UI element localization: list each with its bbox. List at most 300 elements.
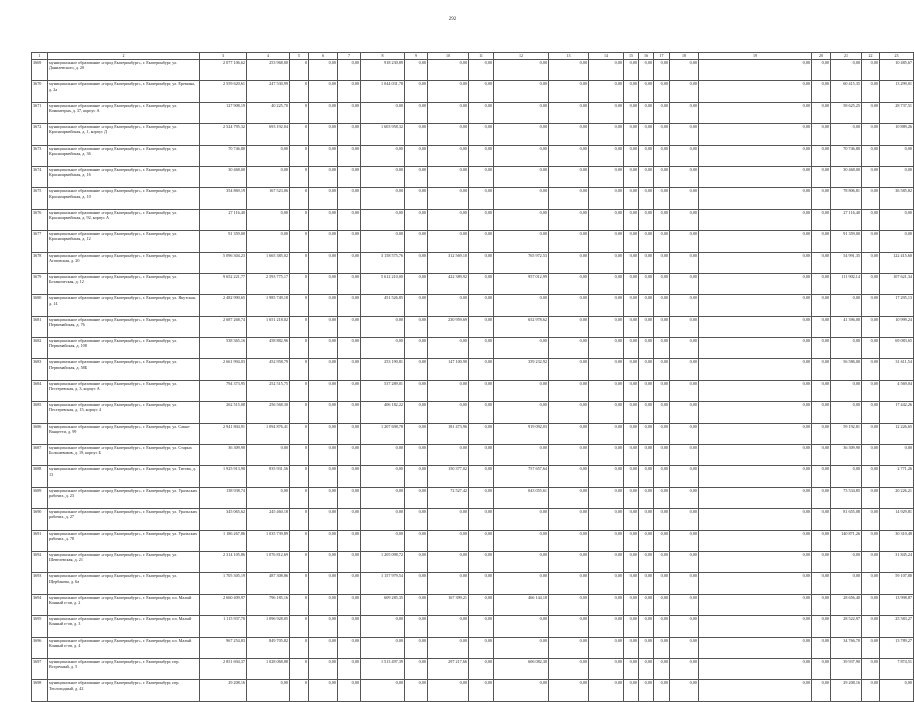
value-cell: 0,00 xyxy=(405,316,428,337)
address-cell: муниципальное образование «город Екатеринбург», г. Екатеринбург, ул. Щербакова, д. 6а xyxy=(48,573,200,594)
value-cell: 0,00 xyxy=(428,188,469,209)
value-cell: 0,00 xyxy=(309,102,338,123)
value-cell: 0,00 xyxy=(309,445,338,466)
table-body xyxy=(32,53,914,702)
value-cell: 29 208,16 xyxy=(831,680,862,701)
value-cell: 0,00 xyxy=(812,402,831,423)
value-cell: 0,00 xyxy=(812,60,831,81)
value-cell: 0,00 xyxy=(589,551,624,572)
table-row xyxy=(32,487,914,508)
value-cell: 0,00 xyxy=(831,60,862,81)
value-cell: 0,00 xyxy=(494,380,549,401)
value-cell: 40 225,70 xyxy=(247,102,290,123)
value-cell: 0,00 xyxy=(624,338,639,359)
value-cell: 0,00 xyxy=(654,573,670,594)
value-cell: 312 569,10 xyxy=(428,252,469,273)
value-cell: 0,00 xyxy=(247,231,290,252)
value-cell: 0 xyxy=(290,466,309,487)
value-cell: 34 766,70 xyxy=(831,637,862,658)
value-cell: 147 100,90 xyxy=(428,359,469,380)
row-number-cell: 3692 xyxy=(32,551,48,572)
value-cell: 0,00 xyxy=(862,359,880,380)
value-cell: 0,00 xyxy=(639,295,654,316)
value-cell: 0,00 xyxy=(405,231,428,252)
value-cell: 0,00 xyxy=(428,145,469,166)
value-cell: 0,00 xyxy=(654,658,670,679)
address-cell: муниципальное образование «город Екатеринбург», г. Екатеринбург, ул. Красноармейская, д. 36 xyxy=(48,145,200,166)
value-cell: 0,00 xyxy=(247,445,290,466)
value-cell: 36 309,90 xyxy=(200,445,247,466)
value-cell: 0,00 xyxy=(670,145,699,166)
column-number-cell: 1 xyxy=(32,53,48,60)
value-cell: 72 527,42 xyxy=(428,487,469,508)
column-number-cell: 23 xyxy=(880,53,914,60)
value-cell: 0,00 xyxy=(469,466,494,487)
value-cell: 2 077 106,62 xyxy=(200,60,247,81)
value-cell: 0,00 xyxy=(338,359,361,380)
value-cell: 2 559 620,61 xyxy=(200,81,247,102)
value-cell: 17 295,13 xyxy=(880,295,914,316)
value-cell: 0,00 xyxy=(670,209,699,230)
value-cell: 0,00 xyxy=(494,338,549,359)
value-cell: 256 568,30 xyxy=(247,402,290,423)
value-cell: 30 310,48 xyxy=(880,530,914,551)
value-cell: 0,00 xyxy=(589,209,624,230)
value-cell: 919 092,03 xyxy=(494,423,549,444)
value-cell: 0,00 xyxy=(654,166,670,187)
value-cell: 0,00 xyxy=(699,338,812,359)
value-cell: 0,00 xyxy=(247,209,290,230)
value-cell: 0 xyxy=(290,338,309,359)
row-number-cell: 3676 xyxy=(32,209,48,230)
value-cell: 0,00 xyxy=(699,616,812,637)
value-cell: 0,00 xyxy=(699,423,812,444)
value-cell: 0,00 xyxy=(624,680,639,701)
value-cell: 0,00 xyxy=(880,145,914,166)
value-cell: 0,00 xyxy=(670,338,699,359)
value-cell: 0,00 xyxy=(862,530,880,551)
value-cell: 0,00 xyxy=(428,551,469,572)
value-cell: 0,00 xyxy=(670,551,699,572)
value-cell: 0,00 xyxy=(309,616,338,637)
value-cell: 652 978,62 xyxy=(494,316,549,337)
value-cell: 0,00 xyxy=(549,509,589,530)
value-cell: 0 xyxy=(290,81,309,102)
value-cell: 0,00 xyxy=(469,359,494,380)
value-cell: 765 972,53 xyxy=(494,252,549,273)
value-cell: 2 314 105,86 xyxy=(200,551,247,572)
value-cell: 0,00 xyxy=(549,359,589,380)
value-cell: 0,00 xyxy=(670,530,699,551)
value-cell: 0,00 xyxy=(405,530,428,551)
value-cell: 12 226,65 xyxy=(880,423,914,444)
value-cell: 0,00 xyxy=(624,316,639,337)
row-number-cell: 3695 xyxy=(32,616,48,637)
address-cell: муниципальное образование «город Екатеринбург», г. Екатеринбург, ул. Первомайская, д. 76 xyxy=(48,316,200,337)
value-cell: 0,00 xyxy=(405,637,428,658)
value-cell: 1 925 913,90 xyxy=(200,466,247,487)
column-number-cell: 21 xyxy=(831,53,862,60)
value-cell: 0,00 xyxy=(428,231,469,252)
value-cell: 0,00 xyxy=(639,81,654,102)
column-number-cell: 19 xyxy=(699,53,812,60)
value-cell: 0,00 xyxy=(247,680,290,701)
value-cell: 0 xyxy=(290,60,309,81)
value-cell: 2 482 990,65 xyxy=(200,295,247,316)
value-cell: 0,00 xyxy=(338,295,361,316)
value-cell: 0,00 xyxy=(589,273,624,294)
value-cell: 0,00 xyxy=(639,402,654,423)
value-cell: 0,00 xyxy=(812,124,831,145)
value-cell: 757 657,64 xyxy=(494,466,549,487)
value-cell: 0 xyxy=(290,487,309,508)
value-cell: 0,00 xyxy=(549,273,589,294)
value-cell: 0,00 xyxy=(469,166,494,187)
value-cell: 0,00 xyxy=(549,231,589,252)
value-cell: 0,00 xyxy=(247,145,290,166)
value-cell: 0,00 xyxy=(862,402,880,423)
value-cell: 0,00 xyxy=(405,188,428,209)
table-row xyxy=(32,658,914,679)
value-cell: 0,00 xyxy=(639,273,654,294)
value-cell: 4 569,04 xyxy=(880,380,914,401)
value-cell: 0,00 xyxy=(589,166,624,187)
value-cell: 0,00 xyxy=(549,680,589,701)
value-cell: 967 254,83 xyxy=(200,637,247,658)
value-cell: 245 460,18 xyxy=(247,509,290,530)
value-cell: 0,00 xyxy=(361,188,405,209)
value-cell: 0,00 xyxy=(862,658,880,679)
value-cell: 0,00 xyxy=(589,124,624,145)
value-cell: 422 389,92 xyxy=(428,273,469,294)
value-cell: 0,00 xyxy=(624,145,639,166)
value-cell: 0,00 xyxy=(589,60,624,81)
value-cell: 0,00 xyxy=(549,658,589,679)
value-cell: 262 515,08 xyxy=(200,402,247,423)
value-cell: 0,00 xyxy=(670,295,699,316)
value-cell: 91 359,00 xyxy=(200,231,247,252)
value-cell: 0,00 xyxy=(549,594,589,615)
value-cell: 0,00 xyxy=(654,402,670,423)
value-cell: 043 055,61 xyxy=(494,487,549,508)
value-cell: 0 xyxy=(290,209,309,230)
value-cell: 0,00 xyxy=(812,273,831,294)
value-cell: 0,00 xyxy=(589,295,624,316)
value-cell: 0,00 xyxy=(639,637,654,658)
value-cell: 0,00 xyxy=(589,616,624,637)
value-cell: 0,00 xyxy=(654,530,670,551)
value-cell: 0,00 xyxy=(831,573,862,594)
value-cell: 0,00 xyxy=(338,316,361,337)
table-row xyxy=(32,445,914,466)
row-number-cell: 3677 xyxy=(32,231,48,252)
value-cell: 0,00 xyxy=(549,188,589,209)
value-cell: 0,00 xyxy=(549,466,589,487)
table-row xyxy=(32,551,914,572)
value-cell: 0,00 xyxy=(589,466,624,487)
value-cell: 0,00 xyxy=(699,594,812,615)
value-cell: 0,00 xyxy=(812,231,831,252)
value-cell: 0,00 xyxy=(812,295,831,316)
value-cell: 1 513 497,39 xyxy=(361,658,405,679)
value-cell: 0,00 xyxy=(309,60,338,81)
value-cell: 0,00 xyxy=(589,509,624,530)
value-cell: 0,00 xyxy=(469,81,494,102)
column-number-cell: 14 xyxy=(589,53,624,60)
value-cell: 0,00 xyxy=(862,573,880,594)
value-cell: 0,00 xyxy=(338,209,361,230)
value-cell: 0,00 xyxy=(862,316,880,337)
value-cell: 0,00 xyxy=(309,658,338,679)
value-cell: 0,00 xyxy=(494,166,549,187)
value-cell: 0,00 xyxy=(428,60,469,81)
value-cell: 0,00 xyxy=(862,466,880,487)
value-cell: 0,00 xyxy=(428,616,469,637)
value-cell: 2 524 795,32 xyxy=(200,124,247,145)
value-cell: 0,00 xyxy=(361,445,405,466)
value-cell: 0,00 xyxy=(862,188,880,209)
value-cell: 0,00 xyxy=(549,124,589,145)
value-cell: 0,00 xyxy=(428,573,469,594)
value-cell: 0 xyxy=(290,124,309,145)
value-cell: 0,00 xyxy=(549,573,589,594)
value-cell: 78 806,81 xyxy=(831,188,862,209)
value-cell: 0,00 xyxy=(812,316,831,337)
address-cell: муниципальное образование «город Екатеринбург», г. Екатеринбург, ул. Уральских рабочих, д. 78 xyxy=(48,530,200,551)
value-cell: 0,00 xyxy=(549,402,589,423)
value-cell: 127 908,19 xyxy=(200,102,247,123)
value-cell: 0,00 xyxy=(699,124,812,145)
value-cell: 0,00 xyxy=(428,402,469,423)
address-cell: муниципальное образование «город Екатеринбург», г. Екатеринбург, ул. Красноармейская, д. 16 xyxy=(48,166,200,187)
value-cell: 0,00 xyxy=(549,380,589,401)
value-cell: 0,00 xyxy=(670,423,699,444)
value-cell: 0,00 xyxy=(624,209,639,230)
value-cell: 0,00 xyxy=(624,252,639,273)
value-cell: 0,00 xyxy=(670,594,699,615)
value-cell: 13 299,01 xyxy=(880,81,914,102)
value-cell: 0,00 xyxy=(812,338,831,359)
value-cell: 253 190,81 xyxy=(361,359,405,380)
value-cell: 0,00 xyxy=(405,338,428,359)
value-cell: 0,00 xyxy=(309,231,338,252)
value-cell: 0,00 xyxy=(428,124,469,145)
value-cell: 0,00 xyxy=(624,188,639,209)
value-cell: 0,00 xyxy=(624,402,639,423)
row-number-cell: 3669 xyxy=(32,60,48,81)
value-cell: 0,00 xyxy=(405,380,428,401)
value-cell: 0,00 xyxy=(428,102,469,123)
value-cell: 0,00 xyxy=(494,637,549,658)
row-number-cell: 3693 xyxy=(32,573,48,594)
value-cell: 0,00 xyxy=(405,445,428,466)
value-cell: 0,00 xyxy=(831,338,862,359)
value-cell: 0,00 xyxy=(624,594,639,615)
value-cell: 0,00 xyxy=(494,209,549,230)
value-cell: 0,00 xyxy=(549,551,589,572)
value-cell: 537 289,01 xyxy=(361,380,405,401)
value-cell: 0,00 xyxy=(589,680,624,701)
value-cell: 0,00 xyxy=(654,423,670,444)
value-cell: 466 144,18 xyxy=(494,594,549,615)
value-cell: 0,00 xyxy=(862,231,880,252)
row-number-cell: 3690 xyxy=(32,509,48,530)
value-cell: 0,00 xyxy=(639,209,654,230)
value-cell: 0 xyxy=(290,295,309,316)
value-cell: 835 931,56 xyxy=(247,466,290,487)
value-cell: 0,00 xyxy=(494,231,549,252)
value-cell: 0,00 xyxy=(589,316,624,337)
value-cell: 0,00 xyxy=(494,551,549,572)
value-cell: 0,00 xyxy=(812,530,831,551)
value-cell: 230 959,69 xyxy=(428,316,469,337)
column-number-cell: 17 xyxy=(654,53,670,60)
value-cell: 0,00 xyxy=(862,423,880,444)
value-cell: 0,00 xyxy=(405,551,428,572)
value-cell: 81 655,08 xyxy=(831,509,862,530)
column-number-cell: 2 xyxy=(48,53,200,60)
value-cell: 0,00 xyxy=(812,658,831,679)
value-cell: 0,00 xyxy=(361,466,405,487)
row-number-cell: 3689 xyxy=(32,487,48,508)
value-cell: 0,00 xyxy=(670,60,699,81)
value-cell: 0,00 xyxy=(405,81,428,102)
value-cell: 0,00 xyxy=(880,209,914,230)
table-row xyxy=(32,81,914,102)
value-cell: 0,00 xyxy=(428,338,469,359)
value-cell: 0,00 xyxy=(812,102,831,123)
value-cell: 30 468,00 xyxy=(200,166,247,187)
value-cell: 1 651 218,02 xyxy=(247,316,290,337)
value-cell: 0,00 xyxy=(624,231,639,252)
value-cell: 0,00 xyxy=(639,423,654,444)
value-cell: 0,00 xyxy=(654,81,670,102)
value-cell: 0,00 xyxy=(338,530,361,551)
value-cell: 0,00 xyxy=(309,209,338,230)
value-cell: 0,00 xyxy=(654,616,670,637)
value-cell: 0,00 xyxy=(469,231,494,252)
column-number-cell: 5 xyxy=(290,53,309,60)
value-cell: 0,00 xyxy=(670,658,699,679)
table-row xyxy=(32,60,914,81)
value-cell: 0,00 xyxy=(654,509,670,530)
value-cell: 0,00 xyxy=(405,573,428,594)
address-cell: муниципальное образование «город Екатеринбург», г. Екатеринбург, ул. Титова, д. 13 xyxy=(48,466,200,487)
value-cell: 0,00 xyxy=(639,445,654,466)
value-cell: 0,00 xyxy=(639,338,654,359)
value-cell: 0,00 xyxy=(549,445,589,466)
row-number-cell: 3686 xyxy=(32,423,48,444)
column-number-cell: 13 xyxy=(549,53,589,60)
value-cell: 0,00 xyxy=(862,551,880,572)
value-cell: 0,00 xyxy=(589,423,624,444)
value-cell: 0,00 xyxy=(654,680,670,701)
value-cell: 0 xyxy=(290,316,309,337)
value-cell: 0,00 xyxy=(831,295,862,316)
value-cell: 0,00 xyxy=(361,231,405,252)
value-cell: 0,00 xyxy=(469,594,494,615)
value-cell: 0,00 xyxy=(699,166,812,187)
value-cell: 609 285,35 xyxy=(361,594,405,615)
value-cell: 0,00 xyxy=(654,124,670,145)
value-cell: 0,00 xyxy=(639,530,654,551)
address-cell: муниципальное образование «город Екатеринбург», г. Екатеринбург, ул. Первомайская, д. 58Б xyxy=(48,359,200,380)
value-cell: 0,00 xyxy=(469,509,494,530)
value-cell: 0,00 xyxy=(428,81,469,102)
value-cell: 0,00 xyxy=(862,273,880,294)
value-cell: 957 012,99 xyxy=(494,273,549,294)
value-cell: 1 157 979,54 xyxy=(361,573,405,594)
value-cell: 70 746,80 xyxy=(831,145,862,166)
value-cell: 0,00 xyxy=(549,60,589,81)
value-cell: 0,00 xyxy=(670,445,699,466)
value-cell: 0,00 xyxy=(405,402,428,423)
value-cell: 0,00 xyxy=(589,637,624,658)
value-cell: 0,00 xyxy=(469,423,494,444)
address-cell: муниципальное образование «город Екатеринбург», г. Екатеринбург, ул. Сакко-Ванцетти, д. 99 xyxy=(48,423,200,444)
value-cell: 10 889,26 xyxy=(880,124,914,145)
value-cell: 0,00 xyxy=(812,573,831,594)
value-cell: 0,00 xyxy=(654,188,670,209)
value-cell: 0,00 xyxy=(549,637,589,658)
column-number-cell: 9 xyxy=(405,53,428,60)
column-number-cell: 12 xyxy=(494,53,549,60)
value-cell: 0,00 xyxy=(624,60,639,81)
address-cell: муниципальное образование «город Екатеринбург», г. Екатеринбург, ул. Еремина, д. 2а xyxy=(48,81,200,102)
value-cell: 0,00 xyxy=(469,616,494,637)
value-cell: 0,00 xyxy=(309,273,338,294)
value-cell: 0,00 xyxy=(670,466,699,487)
value-cell: 0,00 xyxy=(654,637,670,658)
value-cell: 0,00 xyxy=(361,637,405,658)
value-cell: 25 583,27 xyxy=(880,616,914,637)
row-number-cell: 3683 xyxy=(32,359,48,380)
value-cell: 0 xyxy=(290,616,309,637)
value-cell: 0,00 xyxy=(338,445,361,466)
value-cell: 0 xyxy=(290,445,309,466)
value-cell: 0,00 xyxy=(670,316,699,337)
value-cell: 0,00 xyxy=(654,594,670,615)
value-cell: 0 xyxy=(290,530,309,551)
value-cell: 0 xyxy=(290,402,309,423)
value-cell: 0,00 xyxy=(405,487,428,508)
value-cell: 1 186 267,86 xyxy=(200,530,247,551)
value-cell: 0,00 xyxy=(338,402,361,423)
value-cell: 0,00 xyxy=(469,380,494,401)
value-cell: 14 929,81 xyxy=(880,509,914,530)
address-cell: муниципальное образование «город Екатеринбург», г. Екатеринбург, ул. Агатовская, д. 20 xyxy=(48,252,200,273)
value-cell: 0 xyxy=(290,273,309,294)
value-cell: 0,00 xyxy=(624,423,639,444)
column-number-cell: 8 xyxy=(361,53,405,60)
value-cell: 0,00 xyxy=(699,551,812,572)
value-cell: 0,00 xyxy=(654,380,670,401)
value-cell: 0,00 xyxy=(494,573,549,594)
value-cell: 0,00 xyxy=(338,637,361,658)
value-cell: 849 705,82 xyxy=(247,637,290,658)
value-cell: 0 xyxy=(290,573,309,594)
column-number-cell: 10 xyxy=(428,53,469,60)
value-cell: 0,00 xyxy=(812,680,831,701)
value-cell: 0,00 xyxy=(812,551,831,572)
value-cell: 0,00 xyxy=(309,680,338,701)
address-cell: муниципальное образование «город Екатеринбург», г. Екатеринбург, ул. Уральских рабочих, д. 27 xyxy=(48,509,200,530)
value-cell: 0,00 xyxy=(247,166,290,187)
value-cell: 10 999,24 xyxy=(880,316,914,337)
value-cell: 0,00 xyxy=(549,487,589,508)
value-cell: 0,00 xyxy=(338,145,361,166)
table-row xyxy=(32,145,914,166)
